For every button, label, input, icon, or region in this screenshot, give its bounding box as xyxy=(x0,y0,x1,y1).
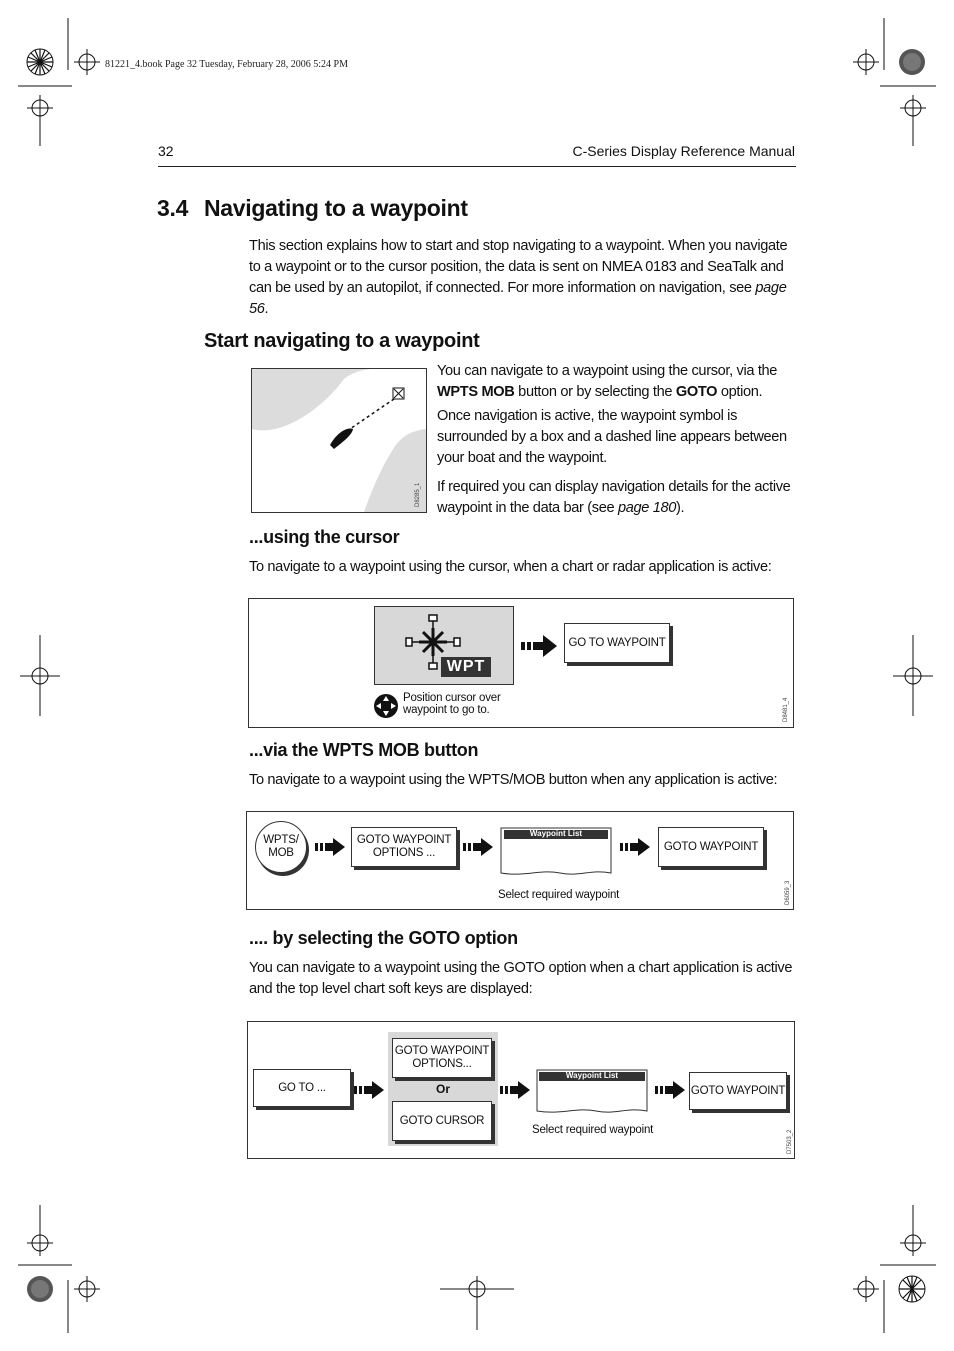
page-link[interactable]: page 180 xyxy=(617,500,677,516)
goto-waypoint-options-softkey[interactable]: GOTO WAYPOINT OPTIONS ... xyxy=(351,827,457,867)
arrow-icon xyxy=(620,838,652,856)
cursor-code: D8481_4 xyxy=(783,697,789,722)
goto-heading: .... by selecting the GOTO option xyxy=(249,928,518,948)
manual-title: C-Series Display Reference Manual xyxy=(572,143,795,159)
print-info: 81221_4.book Page 32 Tuesday, February 28, 2006 5:24 PM xyxy=(105,59,348,70)
section-heading xyxy=(157,195,468,222)
wpts-heading: ...via the WPTS MOB button xyxy=(249,740,479,760)
cursor-screen xyxy=(374,606,514,685)
page-number: 32 xyxy=(158,143,174,159)
arrow-icon xyxy=(463,838,495,856)
trackpad-icon xyxy=(373,693,399,719)
chart-illustration xyxy=(251,368,427,513)
chart-map xyxy=(252,369,426,512)
arrow-icon xyxy=(315,838,347,856)
section-title: Navigating to a waypoint xyxy=(204,195,468,221)
goto-code: D7503_2 xyxy=(787,1129,793,1154)
page-link[interactable]: page 56 xyxy=(249,280,787,317)
arrow-icon xyxy=(354,1081,386,1099)
wpt-label: WPT xyxy=(441,657,491,677)
wpts-mob-label: WPTS MOB xyxy=(437,384,515,400)
arrow-icon xyxy=(521,635,559,657)
goto-softkey[interactable]: GO TO ... xyxy=(253,1069,351,1107)
go-to-waypoint-softkey[interactable]: GO TO WAYPOINT xyxy=(564,623,670,663)
goto-label: GOTO xyxy=(675,384,718,400)
start-paragraphs: You can navigate to a waypoint using the cursor, via the WPTS MOB button or by selecting the GOTO option. Once navigation is active, the waypoint symbol is surrounded by a box and a dashed line appears between your boat and the waypoint. If required you can display navigation details for the active waypoint in the data bar (see page 180). xyxy=(437,363,791,516)
wpts-mob-button[interactable]: WPTS/ MOB xyxy=(255,821,307,873)
arrow-icon xyxy=(655,1081,687,1099)
wpts-code: D6059_3 xyxy=(785,880,791,905)
section-number: 3.4 xyxy=(157,195,189,221)
start-heading: Start navigating to a waypoint xyxy=(204,330,480,352)
intro-paragraph: This section explains how to start and stop navigating to a waypoint. When you navigate to a waypoint or to the cursor position, the data is sent on NMEA 0183 and SeaTalk and can be used by an autopilot, if connected. For more information on navigation, see page 56. xyxy=(249,238,788,317)
waypoint-list-title: Waypoint List xyxy=(565,1071,619,1080)
goto-diagram xyxy=(247,1021,795,1159)
goto-waypoint-softkey[interactable]: GOTO WAYPOINT xyxy=(658,827,764,867)
or-label: Or xyxy=(435,1082,450,1096)
cursor-heading: ...using the cursor xyxy=(249,527,400,547)
goto-waypoint-options-softkey[interactable]: GOTO WAYPOINT OPTIONS... xyxy=(392,1038,492,1078)
waypoint-list-title: Waypoint List xyxy=(529,829,583,838)
goto-caption: Select required waypoint xyxy=(532,1124,654,1136)
cursor-text: To navigate to a waypoint using the cursor, when a chart or radar application is active: xyxy=(249,559,772,575)
arrow-icon xyxy=(500,1081,532,1099)
header-rule xyxy=(158,166,796,167)
wpts-diagram xyxy=(246,811,794,910)
goto-waypoint-softkey[interactable]: GOTO WAYPOINT xyxy=(689,1072,787,1110)
wpts-text: To navigate to a waypoint using the WPTS/MOB button when any application is active: xyxy=(249,772,778,788)
goto-cursor-softkey[interactable]: GOTO CURSOR xyxy=(392,1101,492,1141)
cursor-caption: Position cursor over waypoint to go to. xyxy=(403,692,501,716)
goto-text: You can navigate to a waypoint using the GOTO option when a chart application is active and the top level chart soft keys are displayed: xyxy=(249,960,793,997)
cursor-diagram xyxy=(248,598,794,728)
wpts-caption: Select required waypoint xyxy=(498,889,620,901)
map-code: D8285_1 xyxy=(415,482,421,507)
